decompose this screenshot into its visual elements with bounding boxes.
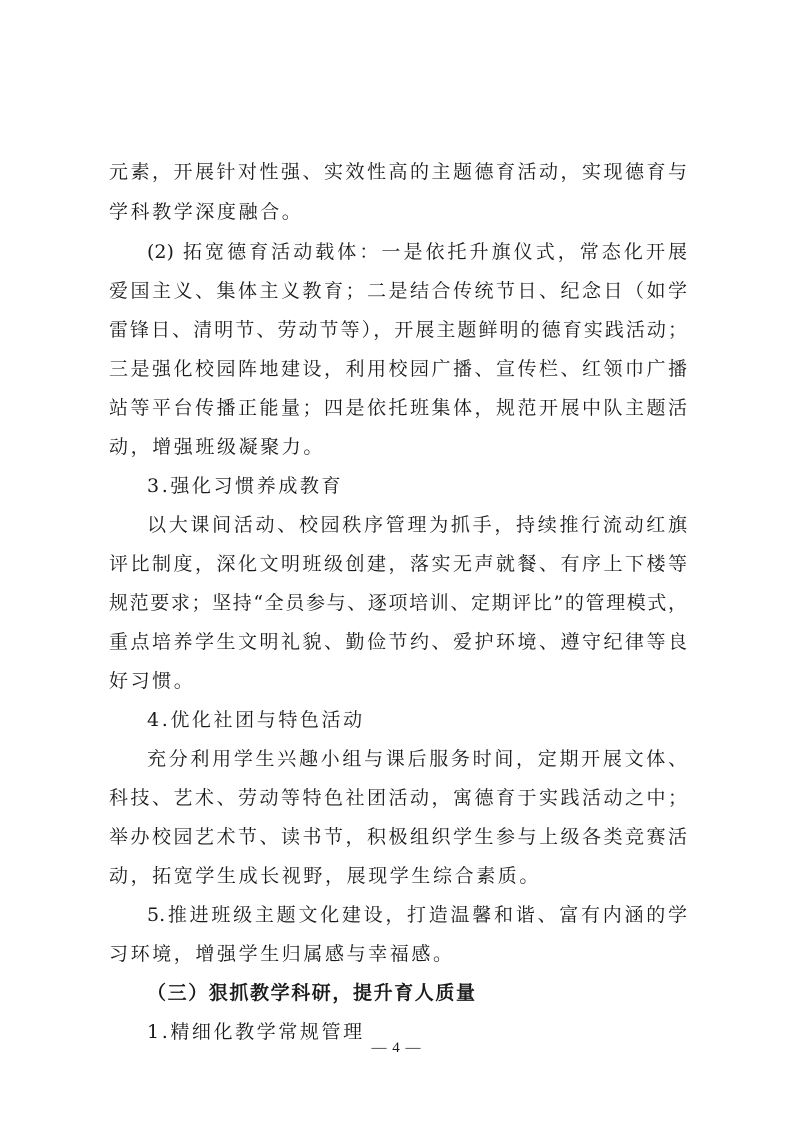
body-line: 动，拓宽学生成长视野，展现学生综合素质。 xyxy=(109,865,542,887)
page-number: — 4 — xyxy=(371,1040,422,1056)
body-line: 举办校园艺术节、读书节，积极组织学生参与上级各类竞赛活 xyxy=(109,826,687,848)
body-line: 雷锋日、清明节、劳动节等），开展主题鲜明的德育实践活动； xyxy=(109,319,687,341)
body-line: 站等平台传播正能量；四是依托班集体，规范开展中队主题活 xyxy=(109,397,687,419)
body-line: (2) 拓宽德育活动载体：一是依托升旗仪式，常态化开展 xyxy=(147,241,687,263)
body-line: 规范要求；坚持“全员参与、逐项培训、定期评比”的管理模式， xyxy=(109,592,687,614)
body-line: 重点培养学生文明礼貌、勤俭节约、爱护环境、遵守纪律等良 xyxy=(109,631,687,653)
chapter-heading: （三）狠抓教学科研，提升育人质量 xyxy=(147,982,477,1004)
section-heading: 3.强化习惯养成教育 xyxy=(147,475,344,497)
body-line: 元素，开展针对性强、实效性高的主题德育活动，实现德育与 xyxy=(109,161,687,183)
body-line: 充分利用学生兴趣小组与课后服务时间，定期开展文体、 xyxy=(147,748,687,770)
body-line: 评比制度，深化文明班级创建，落实无声就餐、有序上下楼等 xyxy=(109,553,687,575)
body-line: 习环境，增强学生归属感与幸福感。 xyxy=(109,943,455,965)
section-heading: 4.优化社团与特色活动 xyxy=(147,709,365,731)
body-line: 科技、艺术、劳动等特色社团活动，寓德育于实践活动之中； xyxy=(109,787,687,809)
body-line: 动，增强班级凝聚力。 xyxy=(109,436,326,458)
body-line: 三是强化校园阵地建设，利用校园广播、宣传栏、红领巾广播 xyxy=(109,358,687,380)
body-line: 学科教学深度融合。 xyxy=(109,201,304,223)
body-line: 好习惯。 xyxy=(109,670,196,692)
section-heading: 5.推进班级主题文化建设，打造温馨和谐、富有内涵的学 xyxy=(147,904,687,926)
body-line: 爱国主义、集体主义教育；二是结合传统节日、纪念日（如学 xyxy=(109,280,687,302)
body-line: 以大课间活动、校园秩序管理为抓手，持续推行流动红旗 xyxy=(147,514,687,536)
section-heading: 1.精细化教学常规管理 xyxy=(147,1021,365,1043)
